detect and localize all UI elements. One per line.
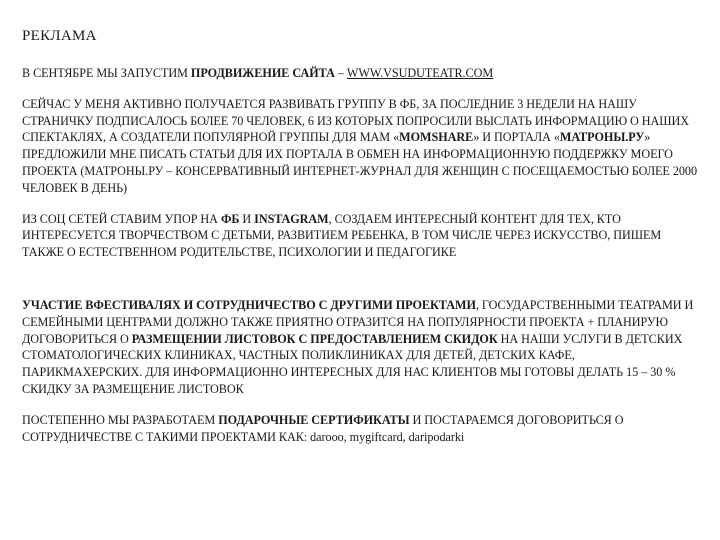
bold-text: ПОДАРОЧНЫЕ СЕРТИФИКАТЫ [218,412,410,427]
paragraph-facebook-group [22,96,697,197]
text-span: » И ПОРТАЛА « [473,130,560,145]
page-title: РЕКЛАМА [22,28,97,44]
text-span: ПОСТЕПЕННО МЫ РАЗРАБОТАЕМ [22,412,219,427]
text-span: , ГОСУДАРСТВЕННЫМИ ТЕАТРАМИ И СЕМЕЙНЫМИ ЦЕНТРАМИ ДОЛЖНО ТАКЖЕ ПРИЯТНО ОТРАЗИТСЯ НА ПОПУЛЯРНОСТИ ПРОЕКТА + ПЛАНИРУЮ ДОГОВОРИТЬСЯ О [22,297,694,346]
text-span: В СЕНТЯБРЕ МЫ ЗАПУСТИМ [22,66,191,80]
paragraph-gift-certificates [22,412,697,446]
text-span: И [239,211,255,226]
text-span: СЕЙЧАС У МЕНЯ АКТИВНО ПОЛУЧАЕТСЯ РАЗВИВАТЬ ГРУППУ В ФБ, ЗА ПОСЛЕДНИЕ 3 НЕДЕЛИ НА НАШУ СТРАНИЧКУ ПОДПИСАЛОСЬ БОЛЕЕ 70 ЧЕЛОВЕК, 6 ИЗ КОТОРЫХ ПОПРОСИЛИ ВЫСЛАТЬ ИНФОРМАЦИЮ О НАШИХ СПЕКТАКЛЯХ, А СОЗДАТЕЛИ ПОПУЛЯРНОЙ ГРУППЫ ДЛЯ МАМ « [22,96,690,145]
paragraph-festivals [22,297,697,398]
paragraph-social-networks [22,211,697,261]
bold-text: РАЗМЕЩЕНИИ ЛИСТОВОК С ПРЕДОСТАВЛЕНИЕМ СКИДОК [131,331,498,346]
bold-text: MOMSHARE [399,130,474,145]
bold-text: INSTAGRAM [254,211,329,226]
text-span: » ПРЕДЛОЖИЛИ МНЕ ПИСАТЬ СТАТЬИ ДЛЯ ИХ ПОРТАЛА В ОБМЕН НА ИНФОРМАЦИОННУЮ ПОДДЕРЖКУ МОЕГО ПРОЕКТА (МАТРОНЫ.РУ – КОНСЕРВАТИВНЫЙ ИНТЕРНЕТ-ЖУРНАЛ ДЛЯ ЖЕНЩИН С ПОСЕЩАЕМОСТЬЮ БОЛЕЕ 2000 ЧЕЛОВЕК В ДЕНЬ) [22,130,697,195]
bold-text: ПРОДВИЖЕНИЕ САЙТА [190,66,335,80]
slide [22,28,697,459]
text-span: – [334,66,347,80]
text-span: ИЗ СОЦ СЕТЕЙ СТАВИМ УПОР НА [22,211,221,226]
text-span: И ПОСТАРАЕМСЯ ДОГОВОРИТЬСЯ О СОТРУДНИЧЕСТВЕ С ТАКИМИ ПРОЕКТАМИ КАК: darooo, mygiftcard, daripodarki [22,412,624,444]
bold-text: МАТРОНЫ.РУ [559,130,645,145]
paragraph-site-promotion [22,65,697,82]
bold-text: УЧАСТИЕ ВФЕСТИВАЛЯХ И СОТРУДНИЧЕСТВО С ДРУГИМИ ПРОЕКТАМИ [22,297,476,312]
text-span: НА НАШИ УСЛУГИ В ДЕТСКИХ СТОМАТОЛОГИЧЕСКИХ КЛИНИКАХ, ЧАСТНЫХ ПОЛИКЛИНИКАХ ДЛЯ ДЕТЕЙ, ДЕТСКИХ КАФЕ, ПАРИКМАХЕРСКИХ. ДЛЯ ИНФОРМАЦИОННО ИНТЕРЕСНЫХ ДЛЯ НАС КЛИЕНТОВ МЫ ГОТОВЫ ДЕЛАТЬ 15 – 30 % СКИДКУ ЗА РАЗМЕЩЕНИЕ ЛИСТОВОК [22,331,683,396]
text-span: , СОЗДАЕМ ИНТЕРЕСНЫЙ КОНТЕНТ ДЛЯ ТЕХ, КТО ИНТЕРЕСУЕТСЯ ТВОРЧЕСТВОМ С ДЕТЬМИ, РАЗВИТИЕМ РЕБЕНКА, В ТОМ ЧИСЛЕ ЧЕРЕЗ ИСКУССТВО, ПИШЕМ ТАКЖЕ О ЕСТЕСТВЕННОМ РОДИТЕЛЬСТВЕ, ПСИХОЛОГИИ И ПЕДАГОГИКЕ [22,211,662,260]
site-link[interactable]: WWW.VSUDUTEATR.COM [346,66,494,80]
bold-text: ФБ [220,211,240,226]
